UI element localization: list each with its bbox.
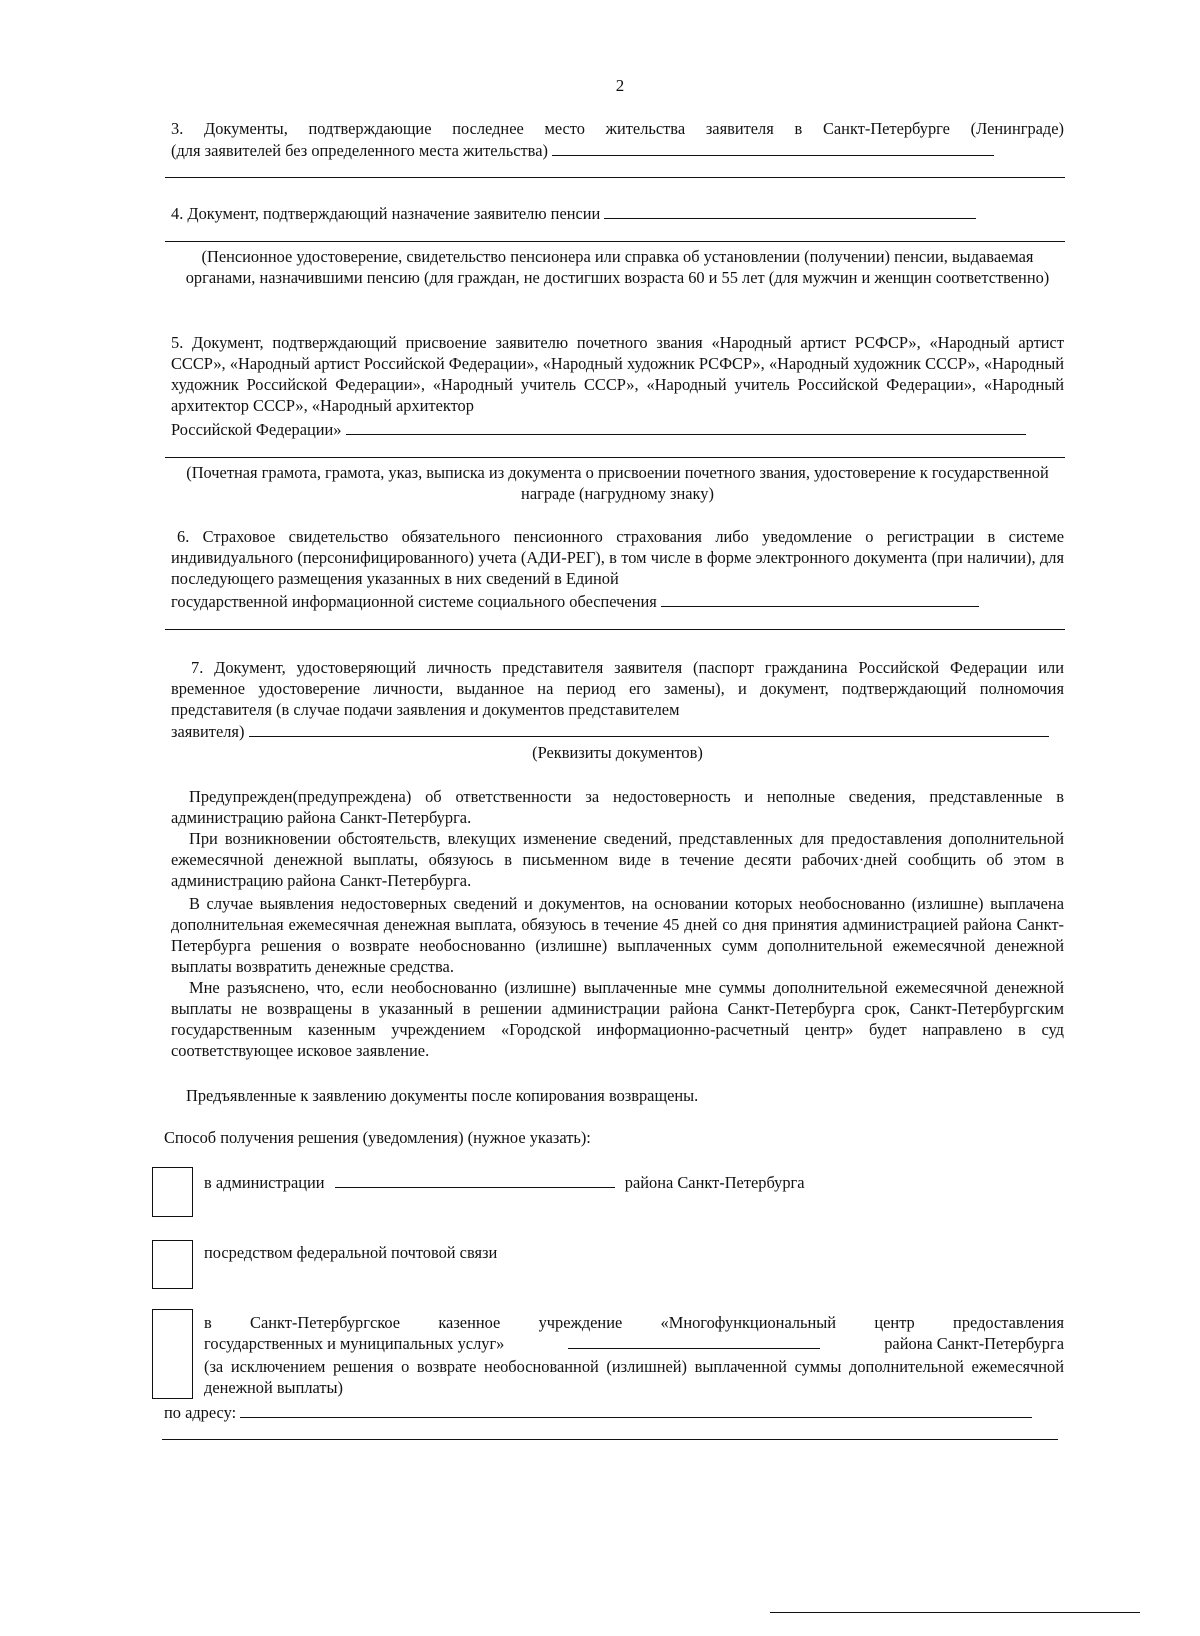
- item6-text: 6. Страховое свидетельство обязательного пенсионного страхования либо уведомление о регистрации в системе индивидуального (персонифицированного) учета (АДИ-РЕГ), в том числе в форме электронного документа (при наличии), для последующего размещения указанных в них сведений в Единой: [171, 527, 1064, 588]
- item7-last-row: [171, 721, 1064, 742]
- item3-line2: (для заявителей без определенного места жительства): [171, 141, 548, 160]
- item7-last: заявителя): [171, 722, 245, 741]
- option3-line2-row: [204, 1333, 1064, 1354]
- item5-hint: (Почетная грамота, грамота, указ, выписка из документа о присвоении почетного звания, удостоверение к государственной награде (нагрудному знаку): [186, 463, 1049, 503]
- item7-hint: (Реквизиты документов): [532, 743, 703, 762]
- option3-line1: в Санкт-Петербургское казенное учреждение «Многофункциональный центр предоставления: [204, 1313, 1064, 1332]
- item7-fill-line[interactable]: [249, 722, 1049, 737]
- item4-line-row: [171, 203, 1064, 224]
- method-title: Способ получения решения (уведомления) (нужное указать):: [164, 1128, 591, 1147]
- warning-p2: При возникновении обстоятельств, влекущих изменение сведений, представленных для предоставления дополнительной ежемесячной денежной выплаты, обязуюсь в письменном виде в течение десяти рабочих·дней сообщить об этом в администрацию района Санкт-Петербурга.: [171, 829, 1064, 890]
- item4-extra-line[interactable]: [165, 241, 1065, 242]
- item3-line1: 3. Документы, подтверждающие последнее место жительства заявителя в Санкт-Петербурге (Ленинграде): [171, 119, 1064, 138]
- address-extra-line[interactable]: [162, 1439, 1058, 1440]
- option3-line2-suffix: района Санкт-Петербурга: [884, 1334, 1064, 1353]
- option3-line2-prefix: государственных и муниципальных услуг»: [204, 1334, 505, 1353]
- item3-extra-line[interactable]: [165, 177, 1065, 178]
- address-row: [164, 1402, 1057, 1423]
- option1-fill-line[interactable]: [335, 1173, 615, 1188]
- option3-checkbox[interactable]: [152, 1309, 193, 1399]
- item6-extra-line[interactable]: [165, 629, 1065, 630]
- item6-last: государственной информационной системе социального обеспечения: [171, 592, 657, 611]
- address-label: по адресу:: [164, 1403, 237, 1422]
- item3-fill-line[interactable]: [552, 141, 994, 156]
- item6-last-row: [171, 591, 1064, 612]
- item5-extra-line[interactable]: [165, 457, 1065, 458]
- option1-suffix: района Санкт-Петербурга: [624, 1173, 805, 1192]
- item5-text: 5. Документ, подтверждающий присвоение заявителю почетного звания «Народный артист РСФСР», «Народный артист СССР», «Народный артист Российской Федерации», «Народный художник РСФСР», «Народный художник СССР», «Народный художник Российской Федерации», «Народный учитель СССР», «Народный учитель Российской Федерации», «Народный архитектор СССР», «Народный архитектор: [171, 333, 1064, 415]
- item5-last-row: [171, 419, 1064, 440]
- item7-text: 7. Документ, удостоверяющий личность представителя заявителя (паспорт гражданина Российской Федерации или временное удостоверение личности, выданное на период его замены), и документ, подтверждающий полномочия представителя (в случае подачи заявления и документов представителем: [171, 658, 1064, 719]
- option3-note: (за исключением решения о возврате необоснованной (излишней) выплаченной суммы дополнительной ежемесячной денежной выплаты): [204, 1357, 1064, 1397]
- item5-fill-line[interactable]: [346, 420, 1026, 435]
- option1-row: [204, 1172, 805, 1193]
- item4-hint: (Пенсионное удостоверение, свидетельство пенсионера или справка об установлении (получении) пенсии, выдаваемая органами, назначившими пенсию (для граждан, не достигших возраста 60 и 55 лет (для мужчин и женщин соответственно): [185, 247, 1050, 287]
- item4-line1: 4. Документ, подтверждающий назначение заявителю пенсии: [171, 204, 601, 223]
- option2-label: посредством федеральной почтовой связи: [204, 1243, 498, 1262]
- warning-p1: Предупрежден(предупреждена) об ответственности за недостоверность и неполные сведения, представленные в администрацию района Санкт-Петербурга.: [171, 787, 1064, 827]
- item3-line2-row: [171, 140, 1064, 161]
- returned-note: Предъявленные к заявлению документы после копирования возвращены.: [186, 1086, 699, 1105]
- page-number: 2: [615, 76, 625, 95]
- item4-fill-line[interactable]: [604, 204, 976, 219]
- option1-checkbox[interactable]: [152, 1167, 193, 1217]
- option1-prefix: в администрации: [204, 1173, 325, 1192]
- option2-checkbox[interactable]: [152, 1240, 193, 1289]
- warning-p3: В случае выявления недостоверных сведений и документов, на основании которых необоснованно (излишне) выплачена дополнительная ежемесячная денежная выплата, обязуюсь в течение 45 дней со дня принятия администрацией района Санкт-Петербурга решения о возврате необоснованно (излишне) выплаченных сумм дополнительной ежемесячной денежной выплаты возвратить денежные средства.: [171, 894, 1064, 976]
- warning-p4: Мне разъяснено, что, если необоснованно (излишне) выплаченные мне суммы дополнительной ежемесячной денежной выплаты не возвращены в указанный в решении администрации района Санкт-Петербурга срок, Санкт-Петербургским государственным казенным учреждением «Городской информационно-расчетный центр» будет направлено в суд соответствующее исковое заявление.: [171, 978, 1064, 1060]
- option3-fill-line[interactable]: [568, 1334, 820, 1349]
- bottom-edge-line: [770, 1612, 1140, 1613]
- address-fill-line[interactable]: [240, 1403, 1032, 1418]
- item6-fill-line[interactable]: [661, 592, 979, 607]
- item5-last: Российской Федерации»: [171, 420, 342, 439]
